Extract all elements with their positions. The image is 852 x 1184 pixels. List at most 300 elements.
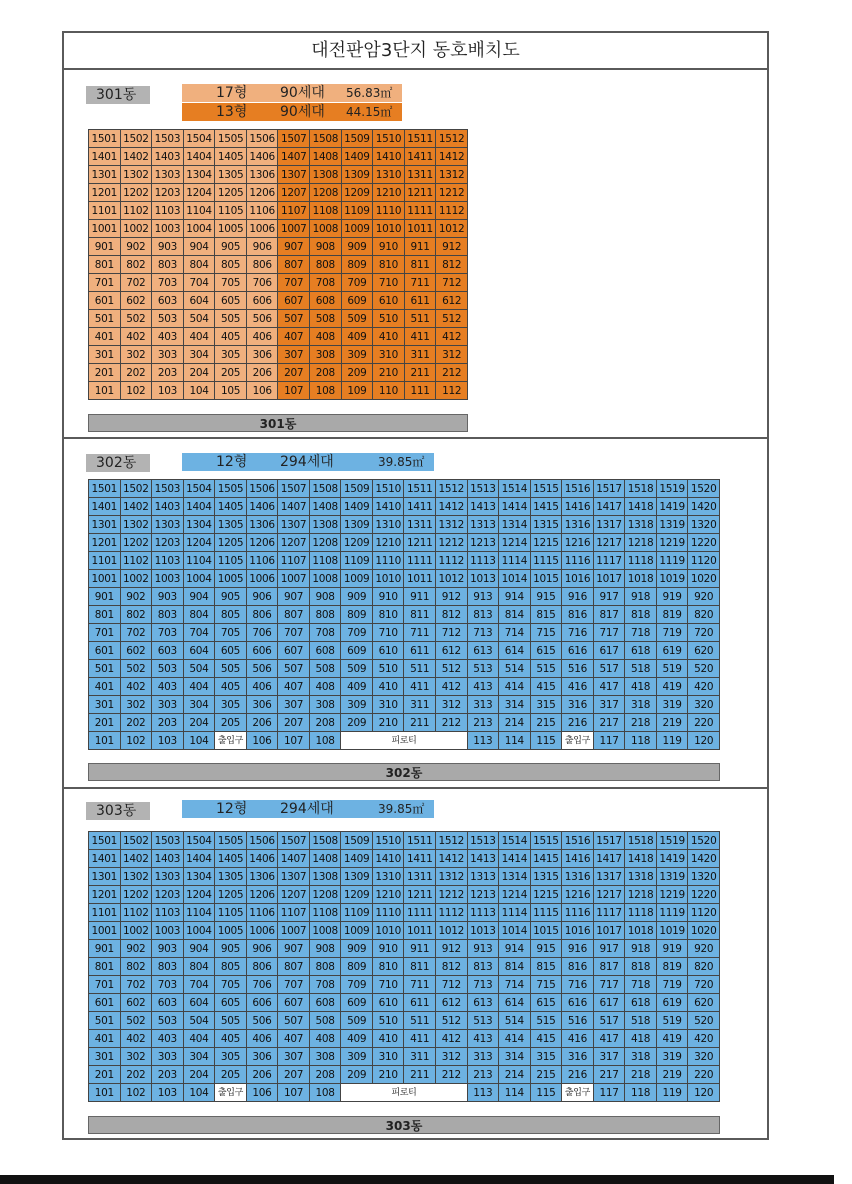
unit-cell: 1011 — [404, 570, 436, 588]
unit-cell: 705 — [215, 976, 247, 994]
unit-cell: 714 — [499, 624, 531, 642]
unit-cell: 1115 — [530, 552, 562, 570]
floor-row — [89, 696, 720, 714]
unit-cell: 310 — [373, 346, 405, 364]
unit-cell: 811 — [404, 256, 436, 274]
unit-cell: 1208 — [310, 184, 342, 202]
floor-row — [89, 994, 720, 1012]
unit-cell: 408 — [309, 1030, 341, 1048]
unit-cell: 802 — [120, 256, 152, 274]
floor-row — [89, 346, 468, 364]
unit-cell: 1405 — [215, 148, 247, 166]
unit-cell: 319 — [656, 696, 688, 714]
unit-cell: 1307 — [278, 868, 310, 886]
unit-cell: 107 — [278, 1084, 310, 1102]
unit-cell: 515 — [530, 660, 562, 678]
unit-cell: 1512 — [436, 130, 468, 148]
unit-cell: 412 — [436, 678, 468, 696]
unit-cell: 815 — [530, 958, 562, 976]
unit-cell: 418 — [625, 678, 657, 696]
unit-cell: 1413 — [467, 498, 499, 516]
floor-row — [89, 922, 720, 940]
entrance-cell: 출입구 — [215, 732, 247, 750]
unit-cell: 304 — [183, 1048, 215, 1066]
unit-cell: 1401 — [89, 148, 121, 166]
floor-row — [89, 364, 468, 382]
unit-cell: 1306 — [246, 516, 278, 534]
unit-cell: 817 — [593, 606, 625, 624]
unit-cell: 1010 — [373, 220, 405, 238]
unit-cell: 1108 — [310, 202, 342, 220]
unit-cell: 1507 — [278, 130, 310, 148]
unit-cell: 1401 — [89, 850, 121, 868]
building-footer: 301동 — [88, 414, 468, 432]
unit-cell: 1101 — [89, 202, 121, 220]
unit-cell: 1320 — [688, 516, 720, 534]
unit-cell: 909 — [341, 940, 373, 958]
unit-cell: 313 — [467, 1048, 499, 1066]
unit-cell: 1110 — [372, 552, 404, 570]
unit-cell: 1511 — [404, 130, 436, 148]
unit-cell: 315 — [530, 1048, 562, 1066]
unit-cell: 615 — [530, 642, 562, 660]
unit-cell: 618 — [625, 994, 657, 1012]
unit-cell: 114 — [499, 732, 531, 750]
unit-cell: 303 — [152, 696, 184, 714]
unit-cell: 1318 — [625, 516, 657, 534]
unit-cell: 1012 — [436, 570, 468, 588]
unit-cell: 103 — [152, 732, 184, 750]
unit-cell: 1016 — [562, 570, 594, 588]
unit-cell: 611 — [404, 642, 436, 660]
unit-cell: 1214 — [499, 534, 531, 552]
unit-cell: 307 — [278, 696, 310, 714]
unit-cell: 1503 — [152, 480, 184, 498]
unit-cell: 1311 — [404, 516, 436, 534]
unit-cell: 1203 — [152, 534, 184, 552]
unit-cell: 1212 — [436, 534, 468, 552]
unit-cell: 409 — [341, 678, 373, 696]
unit-cell: 904 — [183, 588, 215, 606]
unit-cell: 718 — [625, 624, 657, 642]
scan-edge-bar — [0, 1175, 834, 1184]
unit-cell: 1017 — [593, 922, 625, 940]
unit-cell: 1215 — [530, 886, 562, 904]
unit-cell: 216 — [562, 1066, 594, 1084]
unit-cell: 918 — [625, 588, 657, 606]
unit-cell: 1110 — [373, 202, 405, 220]
unit-cell: 710 — [372, 624, 404, 642]
unit-cell: 908 — [309, 940, 341, 958]
unit-cell: 1115 — [530, 904, 562, 922]
unit-cell: 312 — [436, 1048, 468, 1066]
unit-cell: 1311 — [404, 166, 436, 184]
unit-cell: 1210 — [372, 886, 404, 904]
unit-cell: 1105 — [215, 904, 247, 922]
unit-cell: 713 — [467, 624, 499, 642]
unit-cell: 905 — [215, 588, 247, 606]
unit-cell: 514 — [499, 1012, 531, 1030]
unit-cell: 507 — [278, 310, 310, 328]
unit-cell: 818 — [625, 958, 657, 976]
unit-cell: 120 — [688, 732, 720, 750]
unit-cell: 707 — [278, 976, 310, 994]
unit-cell: 1411 — [404, 850, 436, 868]
unit-cell: 602 — [120, 292, 152, 310]
unit-cell: 1412 — [436, 850, 468, 868]
piloti-cell: 피로티 — [341, 732, 467, 750]
unit-cell: 101 — [89, 1084, 121, 1102]
unit-cell: 409 — [341, 328, 373, 346]
unit-cell: 1119 — [656, 904, 688, 922]
unit-cell: 807 — [278, 958, 310, 976]
unit-cell: 119 — [656, 732, 688, 750]
unit-cell: 1009 — [341, 220, 373, 238]
unit-cell: 1007 — [278, 570, 310, 588]
unit-cell: 605 — [215, 994, 247, 1012]
unit-cell: 1006 — [246, 220, 278, 238]
unit-cell: 219 — [656, 714, 688, 732]
unit-cell: 603 — [152, 292, 184, 310]
unit-cell: 1003 — [152, 220, 184, 238]
unit-cell: 411 — [404, 678, 436, 696]
unit-grid-303 — [88, 831, 720, 1102]
unit-cell: 1009 — [341, 922, 373, 940]
unit-cell: 705 — [215, 624, 247, 642]
unit-cell: 709 — [341, 624, 373, 642]
unit-cell: 1502 — [120, 480, 152, 498]
unit-cell: 1004 — [183, 570, 215, 588]
unit-cell: 203 — [152, 1066, 184, 1084]
unit-cell: 1507 — [278, 480, 310, 498]
unit-cell: 515 — [530, 1012, 562, 1030]
floor-row — [89, 570, 720, 588]
unit-cell: 918 — [625, 940, 657, 958]
unit-cell: 1216 — [562, 886, 594, 904]
unit-type-13 — [182, 103, 402, 121]
floor-row — [89, 274, 468, 292]
unit-cell: 917 — [593, 588, 625, 606]
unit-cell: 211 — [404, 1066, 436, 1084]
unit-cell: 1205 — [215, 886, 247, 904]
unit-cell: 611 — [404, 994, 436, 1012]
unit-cell: 1109 — [341, 904, 373, 922]
unit-cell: 1215 — [530, 534, 562, 552]
floor-row — [89, 328, 468, 346]
unit-cell: 1118 — [625, 552, 657, 570]
unit-cell: 509 — [341, 1012, 373, 1030]
unit-cell: 406 — [246, 1030, 278, 1048]
entrance-cell: 출입구 — [215, 1084, 247, 1102]
floor-row — [89, 1012, 720, 1030]
unit-cell: 816 — [562, 958, 594, 976]
unit-cell: 1302 — [120, 166, 152, 184]
unit-cell: 117 — [593, 1084, 625, 1102]
unit-cell: 1314 — [499, 868, 531, 886]
unit-cell: 1207 — [278, 534, 310, 552]
unit-cell: 1419 — [656, 850, 688, 868]
floor-row — [89, 588, 720, 606]
unit-cell: 1106 — [246, 202, 278, 220]
unit-cell: 1004 — [183, 220, 215, 238]
unit-cell: 1108 — [309, 904, 341, 922]
unit-cell: 1207 — [278, 184, 310, 202]
unit-cell: 1413 — [467, 850, 499, 868]
unit-cell: 1509 — [341, 130, 373, 148]
unit-cell: 1102 — [120, 904, 152, 922]
unit-cell: 812 — [436, 958, 468, 976]
unit-cell: 1111 — [404, 904, 436, 922]
unit-cell: 1008 — [309, 570, 341, 588]
unit-cell: 1514 — [499, 832, 531, 850]
unit-cell: 1006 — [246, 570, 278, 588]
floor-row — [89, 166, 468, 184]
unit-cell: 602 — [120, 994, 152, 1012]
unit-cell: 717 — [593, 976, 625, 994]
unit-cell: 404 — [183, 1030, 215, 1048]
unit-cell: 719 — [656, 976, 688, 994]
unit-cell: 107 — [278, 382, 310, 400]
unit-cell: 1319 — [656, 516, 688, 534]
unit-cell: 417 — [593, 678, 625, 696]
unit-cell: 1106 — [246, 904, 278, 922]
unit-cell: 609 — [341, 642, 373, 660]
unit-cell: 607 — [278, 292, 310, 310]
unit-cell: 1112 — [436, 202, 468, 220]
unit-cell: 507 — [278, 660, 310, 678]
unit-cell: 1203 — [152, 184, 184, 202]
unit-cell: 1105 — [215, 202, 247, 220]
unit-cell: 105 — [215, 382, 247, 400]
unit-cell: 1313 — [467, 516, 499, 534]
unit-cell: 1218 — [625, 886, 657, 904]
unit-cell: 1205 — [215, 184, 247, 202]
unit-cell: 415 — [530, 678, 562, 696]
unit-cell: 211 — [404, 364, 436, 382]
unit-cell: 620 — [688, 994, 720, 1012]
unit-cell: 1315 — [530, 516, 562, 534]
unit-cell: 720 — [688, 976, 720, 994]
unit-cell: 604 — [183, 994, 215, 1012]
unit-cell: 501 — [89, 310, 121, 328]
unit-cell: 1317 — [593, 516, 625, 534]
unit-cell: 409 — [341, 1030, 373, 1048]
unit-cell: 1202 — [120, 184, 152, 202]
unit-cell: 806 — [246, 606, 278, 624]
unit-cell: 420 — [688, 678, 720, 696]
unit-cell: 818 — [625, 606, 657, 624]
unit-cell: 808 — [309, 606, 341, 624]
unit-cell: 206 — [246, 1066, 278, 1084]
entrance-cell: 출입구 — [562, 732, 594, 750]
unit-cell: 104 — [183, 1084, 215, 1102]
unit-cell: 1310 — [372, 868, 404, 886]
unit-cell: 411 — [404, 328, 436, 346]
unit-cell: 504 — [183, 660, 215, 678]
unit-cell: 1504 — [183, 480, 215, 498]
unit-cell: 308 — [309, 696, 341, 714]
unit-cell: 1418 — [625, 498, 657, 516]
unit-cell: 701 — [89, 274, 121, 292]
unit-cell: 915 — [530, 588, 562, 606]
unit-cell: 106 — [246, 732, 278, 750]
unit-cell: 905 — [215, 238, 247, 256]
unit-cell: 108 — [310, 382, 342, 400]
unit-cell: 1001 — [89, 220, 121, 238]
unit-cell: 1505 — [215, 480, 247, 498]
unit-cell: 1013 — [467, 570, 499, 588]
unit-cell: 309 — [341, 696, 373, 714]
unit-cell: 1407 — [278, 850, 310, 868]
unit-cell: 118 — [625, 732, 657, 750]
unit-cell: 415 — [530, 1030, 562, 1048]
unit-cell: 510 — [372, 1012, 404, 1030]
unit-cell: 906 — [246, 940, 278, 958]
unit-cell: 1313 — [467, 868, 499, 886]
unit-cell: 1209 — [341, 886, 373, 904]
unit-cell: 912 — [436, 940, 468, 958]
unit-cell: 510 — [372, 660, 404, 678]
unit-cell: 1519 — [656, 832, 688, 850]
unit-cell: 402 — [120, 1030, 152, 1048]
unit-cell: 705 — [215, 274, 247, 292]
unit-cell: 120 — [688, 1084, 720, 1102]
unit-cell: 1301 — [89, 166, 121, 184]
unit-cell: 805 — [215, 606, 247, 624]
unit-cell: 506 — [246, 310, 278, 328]
unit-cell: 1513 — [467, 832, 499, 850]
unit-cell: 1107 — [278, 904, 310, 922]
unit-cell: 803 — [152, 606, 184, 624]
unit-cell: 1005 — [215, 220, 247, 238]
type-name: 17형 — [216, 85, 248, 101]
unit-cell: 808 — [310, 256, 342, 274]
unit-cell: 216 — [562, 714, 594, 732]
unit-grid-302 — [88, 479, 720, 750]
unit-cell: 208 — [310, 364, 342, 382]
unit-cell: 301 — [89, 1048, 121, 1066]
unit-cell: 1504 — [183, 832, 215, 850]
unit-cell: 309 — [341, 346, 373, 364]
unit-cell: 215 — [530, 714, 562, 732]
unit-cell: 316 — [562, 696, 594, 714]
unit-cell: 318 — [625, 1048, 657, 1066]
unit-cell: 1201 — [89, 184, 121, 202]
unit-cell: 203 — [152, 364, 184, 382]
unit-cell: 1416 — [562, 498, 594, 516]
unit-cell: 115 — [530, 732, 562, 750]
unit-cell: 1004 — [183, 922, 215, 940]
unit-cell: 1206 — [246, 184, 278, 202]
unit-cell: 1210 — [373, 184, 405, 202]
unit-cell: 1305 — [215, 868, 247, 886]
unit-cell: 520 — [688, 660, 720, 678]
unit-cell: 1403 — [152, 850, 184, 868]
unit-cell: 704 — [183, 624, 215, 642]
unit-cell: 416 — [562, 678, 594, 696]
unit-cell: 512 — [436, 1012, 468, 1030]
unit-cell: 920 — [688, 940, 720, 958]
unit-cell: 1014 — [499, 922, 531, 940]
unit-cell: 411 — [404, 1030, 436, 1048]
unit-cell: 620 — [688, 642, 720, 660]
unit-cell: 1020 — [688, 922, 720, 940]
unit-cell: 901 — [89, 238, 121, 256]
unit-cell: 406 — [246, 328, 278, 346]
unit-cell: 307 — [278, 1048, 310, 1066]
unit-cell: 1417 — [593, 850, 625, 868]
unit-cell: 405 — [215, 328, 247, 346]
building-label: 302동 — [86, 454, 150, 472]
unit-cell: 402 — [120, 328, 152, 346]
unit-cell: 608 — [309, 642, 341, 660]
floor-row — [89, 642, 720, 660]
unit-cell: 202 — [120, 364, 152, 382]
unit-cell: 1402 — [120, 148, 152, 166]
unit-cell: 1010 — [372, 570, 404, 588]
unit-cell: 914 — [499, 940, 531, 958]
unit-cell: 1111 — [404, 202, 436, 220]
unit-cell: 1410 — [372, 498, 404, 516]
unit-cell: 505 — [215, 310, 247, 328]
unit-cell: 617 — [593, 642, 625, 660]
unit-cell: 616 — [562, 994, 594, 1012]
unit-cell: 1303 — [152, 166, 184, 184]
building-footer: 302동 — [88, 763, 720, 781]
unit-cell: 1315 — [530, 868, 562, 886]
unit-cell: 805 — [215, 256, 247, 274]
household-count: 294세대 — [280, 454, 334, 470]
unit-cell: 206 — [246, 714, 278, 732]
unit-cell: 412 — [436, 328, 468, 346]
unit-area: 44.15㎡ — [346, 105, 393, 119]
unit-cell: 214 — [499, 1066, 531, 1084]
unit-cell: 1120 — [688, 552, 720, 570]
unit-cell: 1103 — [152, 202, 184, 220]
floor-row — [89, 552, 720, 570]
floor-row — [89, 1084, 720, 1102]
unit-cell: 719 — [656, 624, 688, 642]
unit-cell: 518 — [625, 1012, 657, 1030]
unit-cell: 913 — [467, 588, 499, 606]
unit-cell: 407 — [278, 678, 310, 696]
unit-cell: 501 — [89, 660, 121, 678]
unit-cell: 712 — [436, 624, 468, 642]
unit-area: 39.85㎡ — [378, 802, 425, 816]
household-count: 294세대 — [280, 801, 334, 817]
unit-cell: 916 — [562, 940, 594, 958]
unit-cell: 1012 — [436, 922, 468, 940]
unit-cell: 709 — [341, 976, 373, 994]
unit-cell: 1104 — [183, 552, 215, 570]
unit-cell: 806 — [246, 958, 278, 976]
unit-cell: 118 — [625, 1084, 657, 1102]
unit-cell: 715 — [530, 624, 562, 642]
unit-cell: 401 — [89, 1030, 121, 1048]
unit-cell: 213 — [467, 1066, 499, 1084]
page-title: 대전판암3단지 동호배치도 — [64, 33, 767, 70]
unit-cell: 306 — [246, 696, 278, 714]
unit-cell: 205 — [215, 714, 247, 732]
unit-cell: 1211 — [404, 534, 436, 552]
unit-cell: 1015 — [530, 570, 562, 588]
layout-sheet — [62, 31, 769, 1140]
unit-cell: 1320 — [688, 868, 720, 886]
unit-cell: 218 — [625, 1066, 657, 1084]
unit-cell: 915 — [530, 940, 562, 958]
floor-row — [89, 292, 468, 310]
unit-cell: 1117 — [593, 904, 625, 922]
